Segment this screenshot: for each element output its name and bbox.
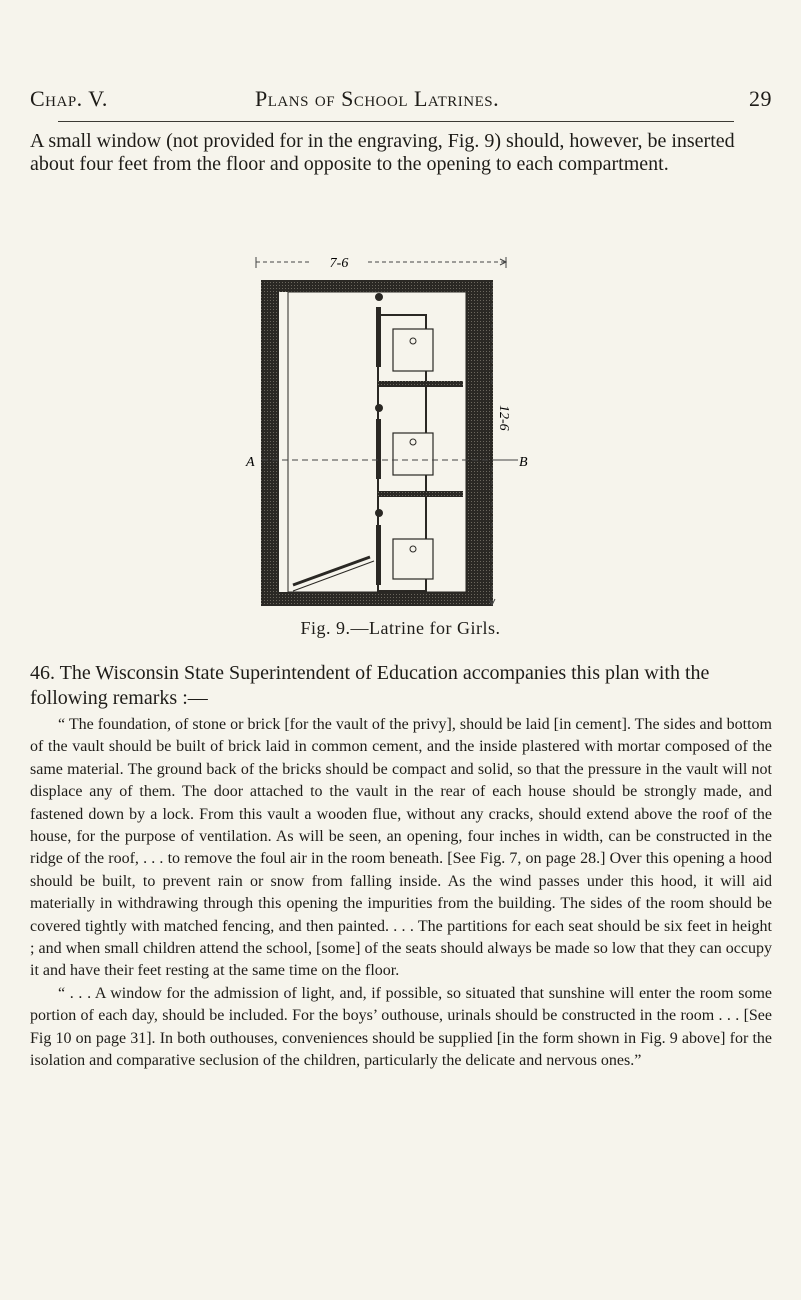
figure-caption: Fig. 9.—Latrine for Girls. xyxy=(300,618,501,638)
seat-compartment-3 xyxy=(393,539,433,579)
partition-lower xyxy=(378,491,463,497)
header-rule xyxy=(58,121,734,122)
chapter-label: Chap. V. xyxy=(30,86,108,111)
quote-paragraph-2: “ . . . A window for the admission of light, and, if possible, so situated that sunshine will enter the room some portion of each day, should be included. For the boys’ outhouse, urinals should be constructed in the room . . . [See Fig 10 on page 31]. In both outhouses, conveniences should be supplied [in the form shown in Fig. 9 above] for the isolation and comparative seclusion of the children, particularly the delicate and nervous ones.” xyxy=(30,984,772,1070)
top-dimension-label: 7-6 xyxy=(329,256,349,271)
partition-upper xyxy=(378,381,463,387)
intro-paragraph: A small window (not provided for in the engraving, Fig. 9) should, however, be inserted about four feet from the floor and opposite to the opening to each compartment. xyxy=(30,130,735,175)
side-dimension-label: 12-6 xyxy=(496,405,511,431)
door-post-2 xyxy=(376,419,381,479)
quote-paragraph-1: “ The foundation, of stone or brick [for the vault of the privy], should be laid [in cement]. The sides and bottom of the vault should be built of brick laid in common cement, and the inside plastered with mortar composed of the same material. The ground back of the bricks should be compact and solid, so that the pressure in the vault will not displace any of them. The door attached to the vault in the rear of each house should be strongly made, and fastened down by a lock. From this vault a wooden flue, without any cracks, should extend above the roof of the house, for the purpose of ventilation. As will be seen, an opening, four inches in width, can be constructed in the ridge of the roof, . . . to remove the foul air in the room beneath. [See Fig. 7, on page 28.] Over this opening a hood should be built, to prevent rain or snow from falling inside. As the wind passes under this hood, it will aid materially in withdrawing through this opening the impurities from the building. The sides of the room should be covered tightly with matched fencing, and then painted. . . . The partitions for each seat should be six feet in height ; and when small children attend the school, [some] of the seats should always be made so low that they can occupy it and have their feet resting at the same time on the floor. xyxy=(30,716,772,980)
door-hinge-3 xyxy=(375,509,383,517)
section-mark-b: B xyxy=(519,455,528,470)
door-hinge-1 xyxy=(375,293,383,301)
seat-compartment-1 xyxy=(393,329,433,371)
running-title: Plans of School Latrines. xyxy=(255,86,500,111)
running-header xyxy=(30,86,772,116)
door-hinge-2 xyxy=(375,404,383,412)
latrine-plan-figure xyxy=(228,255,528,615)
page-number: 29 xyxy=(749,86,772,111)
door-post-3 xyxy=(376,525,381,585)
rear-wall xyxy=(466,292,475,592)
section-mark-a: A xyxy=(246,455,255,470)
section-heading: 46. The Wisconsin State Superintendent of Education accompanies this plan with the following remarks :— xyxy=(30,662,710,709)
seat-compartment-2 xyxy=(393,433,433,475)
door-post-1 xyxy=(376,307,381,367)
top-dimension-line xyxy=(256,257,506,268)
quotation-block xyxy=(30,714,772,1073)
